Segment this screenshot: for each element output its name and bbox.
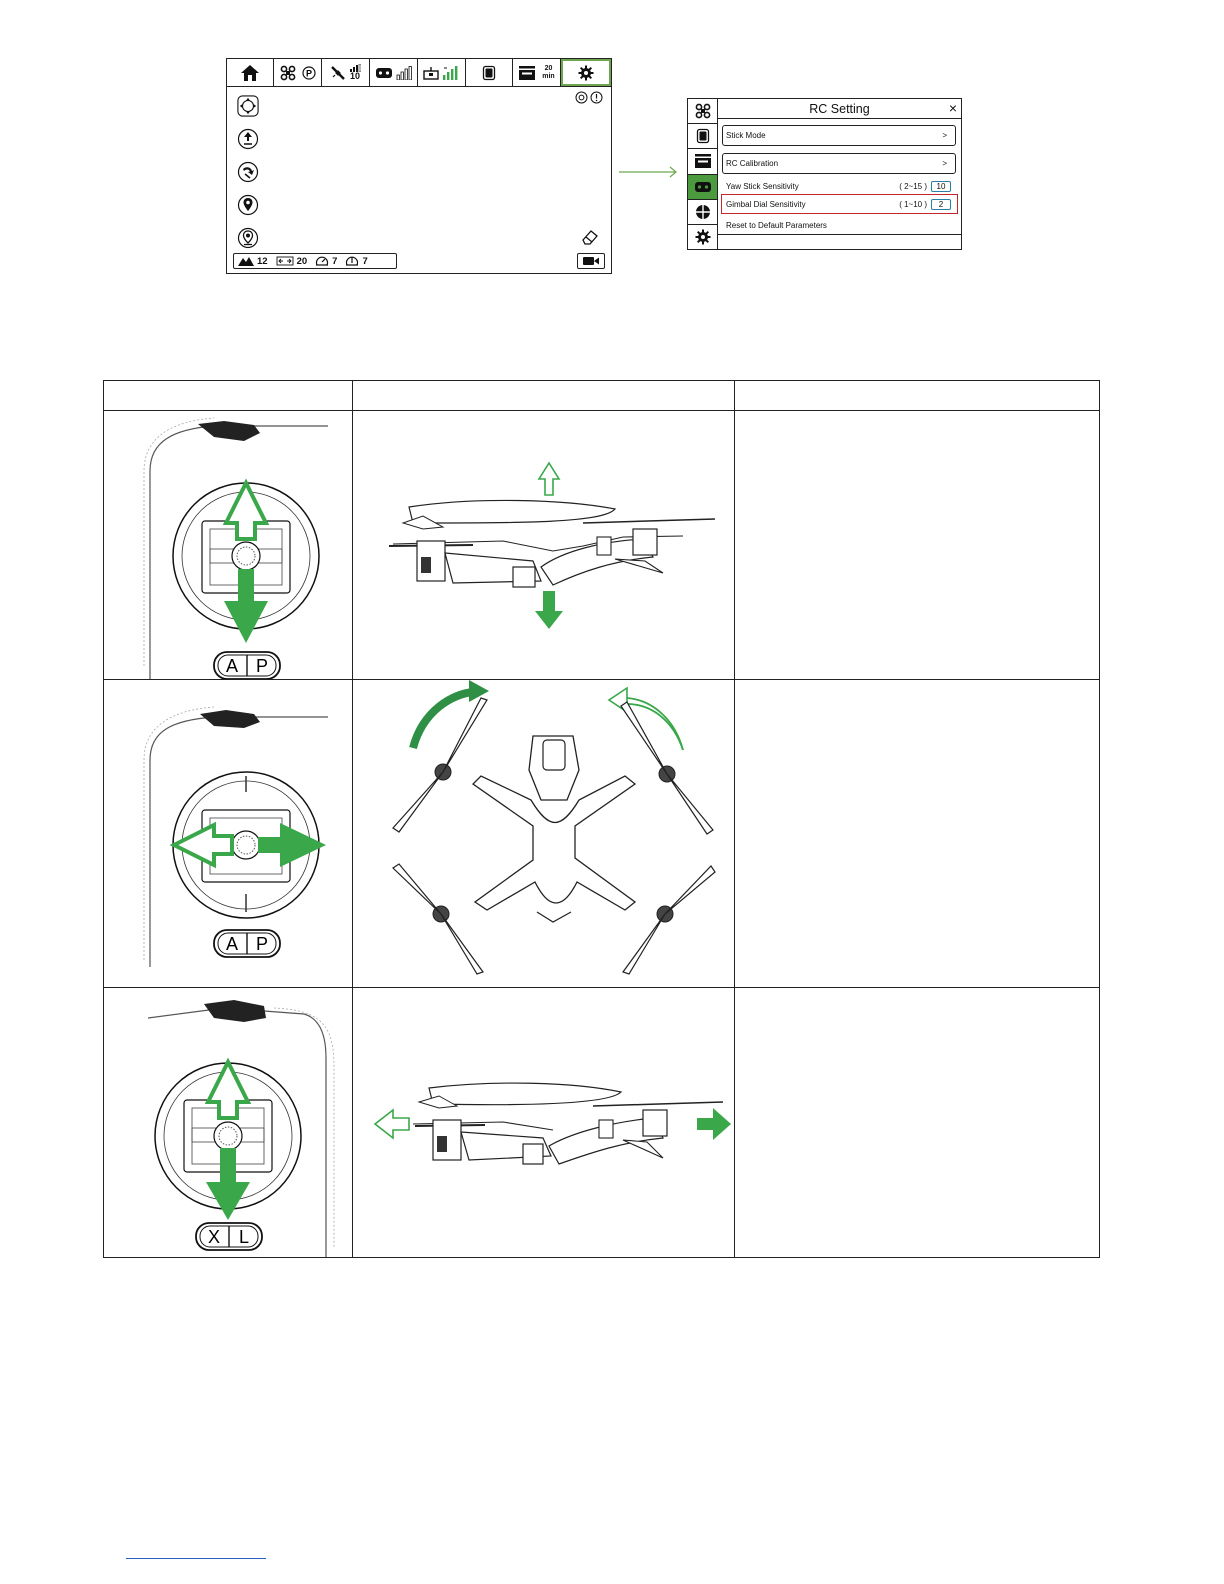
- p-mode-icon: [302, 66, 316, 80]
- yaw-sensitivity-range: ( 2~15 ): [899, 182, 927, 191]
- stick-mode-label: Stick Mode: [726, 131, 766, 140]
- table-row: [104, 988, 1100, 1258]
- table-header-aircraft: [353, 381, 735, 411]
- satellite-icon: [330, 65, 346, 81]
- rc-battery-icon: [518, 65, 536, 81]
- rc-signal[interactable]: [370, 59, 418, 86]
- button-label-right: P: [255, 656, 269, 676]
- video-camera-icon: [582, 256, 600, 266]
- image-transmission-signal[interactable]: [418, 59, 466, 86]
- yaw-sensitivity-input[interactable]: 10: [931, 181, 951, 192]
- stick-illustration-cell: [104, 988, 353, 1258]
- status-icons: [575, 91, 603, 104]
- takeoff-button[interactable]: [237, 128, 259, 150]
- signal-strength-icon: [396, 66, 412, 80]
- vertical-speed-value: 7: [362, 255, 368, 267]
- gps-status[interactable]: [322, 59, 370, 86]
- pointer-arrow-icon: [618, 163, 680, 181]
- aircraft-ascend-descend-illustration: [353, 411, 735, 679]
- rc-calibration-label: RC Calibration: [726, 159, 779, 168]
- gimbal-center-button[interactable]: [237, 95, 259, 117]
- chevron-right-icon: >: [942, 131, 947, 140]
- button-label-left: X: [207, 1227, 221, 1247]
- obstacle-avoidance-icon: [575, 91, 588, 104]
- flight-time[interactable]: [513, 59, 561, 86]
- sidebar-item-remote-controller[interactable]: [688, 175, 717, 200]
- rc-setting-title: RC Setting: [809, 101, 870, 116]
- stick-illustration-cell: [104, 680, 353, 988]
- sidebar-item-camera[interactable]: [688, 200, 717, 225]
- map-pin-icon: [237, 194, 259, 216]
- flight-mode-icons: [237, 95, 259, 249]
- warning-icon[interactable]: [590, 91, 603, 104]
- home-icon: [240, 64, 260, 82]
- gimbal-icon: [694, 153, 712, 169]
- sidebar-item-gimbal[interactable]: [688, 149, 717, 174]
- gimbal-sensitivity-label: Gimbal Dial Sensitivity: [726, 200, 806, 209]
- crosshair-icon: [695, 204, 711, 220]
- aircraft-illustration-cell: [353, 680, 735, 988]
- rc-setting-header: [718, 99, 961, 119]
- sidebar-item-aircraft[interactable]: [688, 99, 717, 124]
- eraser-icon: [581, 229, 599, 245]
- footnote-divider: [126, 1558, 266, 1559]
- altitude-icon: [238, 256, 254, 266]
- flight-time-value: 20: [544, 64, 553, 72]
- gimbal-sensitivity-input[interactable]: 2: [931, 199, 951, 210]
- flight-time-unit: min: [542, 72, 555, 80]
- horizontal-speed-icon: [315, 255, 329, 267]
- yaw-sensitivity-row: [726, 180, 951, 193]
- stick-mode-button[interactable]: [722, 125, 956, 146]
- horizontal-speed-value: 7: [332, 255, 338, 267]
- transmission-icon: [423, 66, 439, 80]
- table-row: [104, 680, 1100, 988]
- satellite-count: 10: [349, 71, 360, 81]
- takeoff-icon: [237, 128, 259, 150]
- clear-route-button[interactable]: [581, 229, 599, 250]
- button-label-right: P: [255, 934, 269, 954]
- drone-icon: [695, 103, 711, 119]
- recenter-icon: [237, 94, 259, 118]
- poi-icon: [237, 227, 259, 249]
- remote-stick-vertical-illustration: [104, 411, 353, 679]
- distance-value: 20: [296, 255, 308, 267]
- chevron-right-icon: >: [942, 159, 947, 168]
- altitude-value: 12: [257, 255, 268, 267]
- sidebar-item-general[interactable]: [688, 225, 717, 249]
- aircraft-illustration-cell: [353, 988, 735, 1258]
- table-header-row: [104, 381, 1100, 411]
- aircraft-forward-backward-illustration: [353, 988, 735, 1257]
- waypoint-button[interactable]: [237, 194, 259, 216]
- button-label-left: A: [225, 656, 239, 676]
- close-icon[interactable]: ×: [948, 100, 957, 116]
- settings-button[interactable]: [561, 59, 611, 86]
- record-button[interactable]: [577, 253, 605, 269]
- vertical-speed-icon: [345, 255, 359, 267]
- table-header-remote: [104, 381, 353, 411]
- drone-icon: [280, 65, 296, 81]
- distance-icon: [276, 256, 294, 266]
- return-home-icon: [237, 161, 259, 183]
- home-button[interactable]: [227, 59, 274, 86]
- gimbal-sensitivity-range: ( 1~10 ): [899, 200, 927, 209]
- remote-stick-horizontal-illustration: [104, 680, 353, 987]
- aircraft-status[interactable]: [274, 59, 322, 86]
- battery-icon: [482, 65, 496, 81]
- stick-illustration-cell: [104, 411, 353, 680]
- remote-controller-icon: [375, 67, 393, 79]
- aircraft-yaw-illustration: [353, 680, 735, 987]
- signal-strength-green-icon: [442, 65, 460, 81]
- settings-sidebar: [688, 99, 718, 249]
- table-row: [104, 411, 1100, 680]
- battery-icon: [696, 128, 710, 144]
- table-header-description: [735, 381, 1100, 411]
- button-label-left: A: [225, 934, 239, 954]
- description-cell: [735, 680, 1100, 988]
- rc-setting-panel: [687, 98, 962, 250]
- return-home-button[interactable]: [237, 161, 259, 183]
- button-label-right: L: [238, 1227, 250, 1247]
- remote-stick-pitch-illustration: [104, 988, 353, 1257]
- yaw-sensitivity-label: Yaw Stick Sensitivity: [726, 182, 799, 191]
- reset-defaults-row[interactable]: [726, 219, 951, 232]
- description-cell: [735, 411, 1100, 680]
- telemetry-bar: [233, 253, 397, 269]
- svg-text:P: P: [305, 68, 312, 78]
- point-of-interest-button[interactable]: [237, 227, 259, 249]
- panel-divider: [718, 234, 961, 235]
- stick-control-table: [103, 380, 1100, 1258]
- rc-calibration-button[interactable]: [722, 153, 956, 174]
- remote-controller-icon: [694, 181, 712, 193]
- description-cell: [735, 988, 1100, 1258]
- aircraft-illustration-cell: [353, 411, 735, 680]
- aircraft-battery[interactable]: [466, 59, 513, 86]
- flight-top-bar: [227, 59, 611, 87]
- reset-defaults-label: Reset to Default Parameters: [726, 221, 827, 230]
- gear-icon: [578, 65, 594, 81]
- gear-icon: [695, 229, 711, 245]
- gimbal-sensitivity-row: [726, 198, 951, 211]
- sidebar-item-battery[interactable]: [688, 124, 717, 149]
- flight-screen: [226, 58, 612, 274]
